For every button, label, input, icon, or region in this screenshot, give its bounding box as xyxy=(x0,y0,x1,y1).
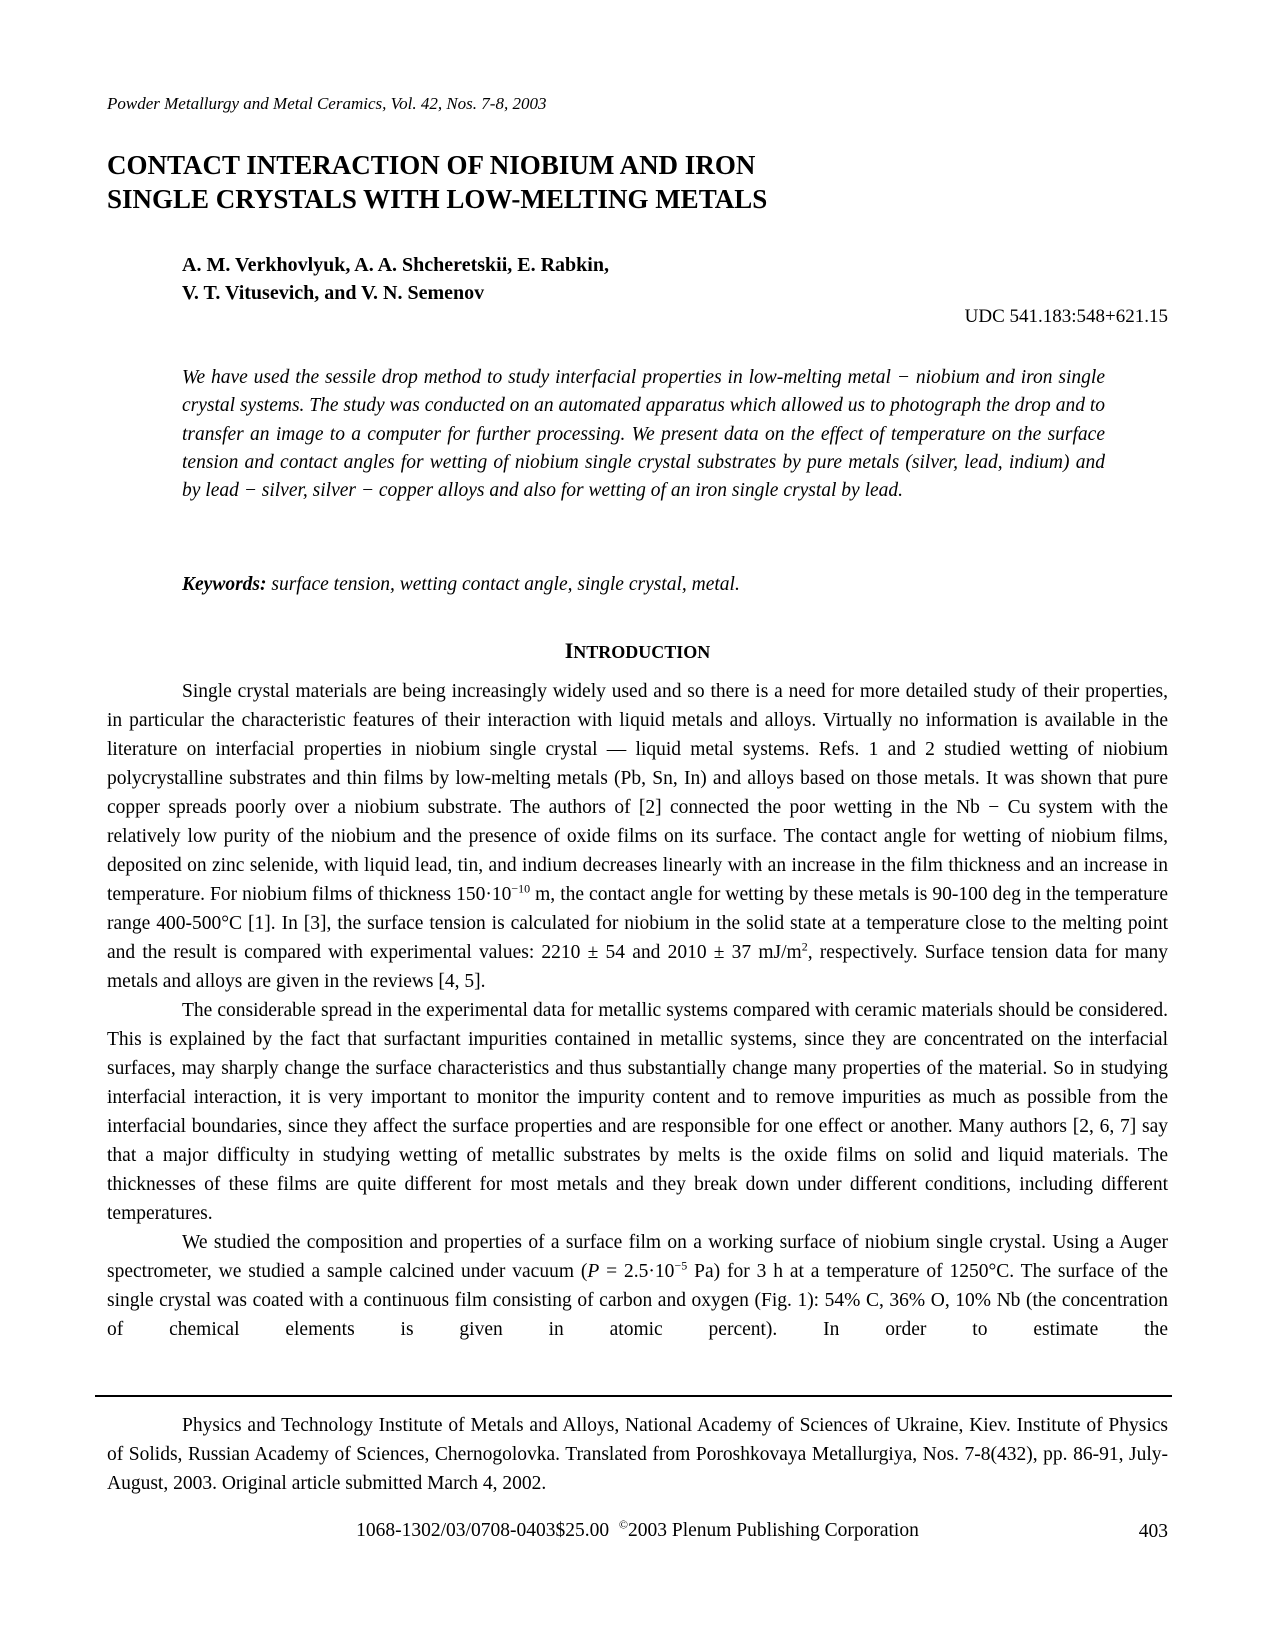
pressure-symbol: P xyxy=(587,1261,600,1282)
journal-citation: Powder Metallurgy and Metal Ceramics, Vol. 42, Nos. 7-8, 2003 xyxy=(107,94,547,113)
keywords-text: surface tension, wetting contact angle, single crystal, metal. xyxy=(271,574,740,595)
article-title xyxy=(107,148,1107,216)
footer-publication-info xyxy=(0,1517,1275,1542)
heading-initial: I xyxy=(564,638,574,663)
copyright-symbol: © xyxy=(618,1517,628,1532)
superscript-exponent: −10 xyxy=(511,881,531,896)
publisher: 2003 Plenum Publishing Corporation xyxy=(627,1520,919,1541)
paragraph-1-part-a: Single crystal materials are being increasingly widely used and so there is a need for more detailed study of their properties, in particular the characteristic features of their interaction with liquid metals and alloys. Virtually no information is available in the literature on interfacial properties in niobium single crystal — liquid metal systems. Refs. 1 and 2 studied wetting of niobium polycrystalline substrates and thin films by low-melting metals (Pb, Sn, In) and alloys based on those metals. It was shown that pure copper spreads poorly over a niobium substrate. The authors of [2] connected the poor wetting in the Nb − Cu system with the relatively low purity of the niobium and the presence of oxide films on its surface. The contact angle for wetting of niobium films, deposited on zinc selenide, with liquid lead, tin, and indium decreases linearly with an increase in the film thickness and an increase in temperature. For niobium films of thickness 150·10 xyxy=(107,681,1168,905)
superscript-unit: 2 xyxy=(801,939,808,954)
title-line-2: SINGLE CRYSTALS WITH LOW-MELTING METALS xyxy=(107,184,768,214)
keywords-label: Keywords: xyxy=(182,574,267,595)
paragraph-2: The considerable spread in the experimental data for metallic systems compared with ceramic materials should be considered. This is explained by the fact that surfactant impurities contained in metallic systems, since they are concentrated on the interfacial surfaces, may sharply change the surface characteristics and thus substantially change many properties of the material. So in studying interfacial interaction, it is very important to monitor the impurity content and to remove impurities as much as possible from the interfacial boundaries, since they affect the surface properties and are responsible for one effect or another. Many authors [2, 6, 7] say that a major difficulty in studying wetting of metallic substrates by melts is the oxide films on solid and liquid materials. The thicknesses of these films are quite different for most metals and they break down under different conditions, including different temperatures. xyxy=(107,1000,1168,1224)
heading-rest: NTRODUCTION xyxy=(573,642,711,662)
abstract: We have used the sessile drop method to study interfacial properties in low-melting metal − niobium and iron single crystal systems. The study was conducted on an automated apparatus which allowed us to photograph the drop and to transfer an image to a computer for further processing. We present data on the effect of temperature on the surface tension and contact angles for wetting of niobium single crystal substrates by pure metals (silver, lead, indium) and by lead − silver, silver − copper alloys and also for wetting of an iron single crystal by lead. xyxy=(182,367,1105,502)
issn-price-code: 1068-1302/03/0708-0403$25.00 xyxy=(356,1520,610,1541)
paragraph-3-part-a: We studied the composition and properties of a surface film on a working surface of niobium single crystal. Using a Auger spectrometer, we studied a sample calcined under vacuum ( xyxy=(107,1232,1168,1282)
authors-line-2: V. T. Vitusevich, and V. N. Semenov xyxy=(182,282,485,304)
superscript-exponent: −5 xyxy=(674,1258,688,1273)
paragraph-3-part-b: = 2.5·10 xyxy=(599,1261,675,1282)
body-text xyxy=(107,677,1168,1344)
paragraph-3 xyxy=(107,1228,1168,1344)
authors-line-1: A. M. Verkhovlyuk, A. A. Shcheretskii, E. Rabkin, xyxy=(182,254,609,276)
paragraph-1-part-b: m, the contact angle for wetting by these metals is 90-100 deg in the temperature range 400-500°C [1]. In [3], the surface tension is calculated for niobium in the solid state at a temperature close to the melting point and the result is compared with experimental values: 2210 ± 54 and 2010 ± 37 mJ/m xyxy=(107,884,1168,963)
paragraph-1 xyxy=(107,677,1168,996)
authors xyxy=(182,251,609,307)
title-line-1: CONTACT INTERACTION OF NIOBIUM AND IRON xyxy=(107,150,756,180)
udc-code: UDC 541.183:548+621.15 xyxy=(964,306,1168,327)
paragraph-1-part-c: , respectively. Surface tension data for many metals and alloys are given in the reviews [4, 5]. xyxy=(107,942,1168,992)
section-heading-introduction xyxy=(0,638,1275,664)
keywords xyxy=(182,574,740,596)
page-number: 403 xyxy=(1138,1521,1168,1542)
paragraph-3-part-c: Pa) for 3 h at a temperature of 1250°C. The surface of the single crystal was coated with a continuous film consisting of carbon and oxygen (Fig. 1): 54% C, 36% O, 10% Nb (the concentration of chemical elements is given in atomic percent). In order to estimate the xyxy=(107,1261,1168,1340)
footnote-affiliation xyxy=(107,1411,1168,1498)
footnote-divider xyxy=(95,1395,1172,1397)
affiliation-text: Physics and Technology Institute of Metals and Alloys, National Academy of Sciences of Ukraine, Kiev. Institute of Physics of Solids, Russian Academy of Sciences, Chernogolovka. Translated from Poroshkovaya Metallurgiya, Nos. 7-8(432), pp. 86-91, July-August, 2003. Original article submitted March 4, 2002. xyxy=(107,1415,1168,1494)
